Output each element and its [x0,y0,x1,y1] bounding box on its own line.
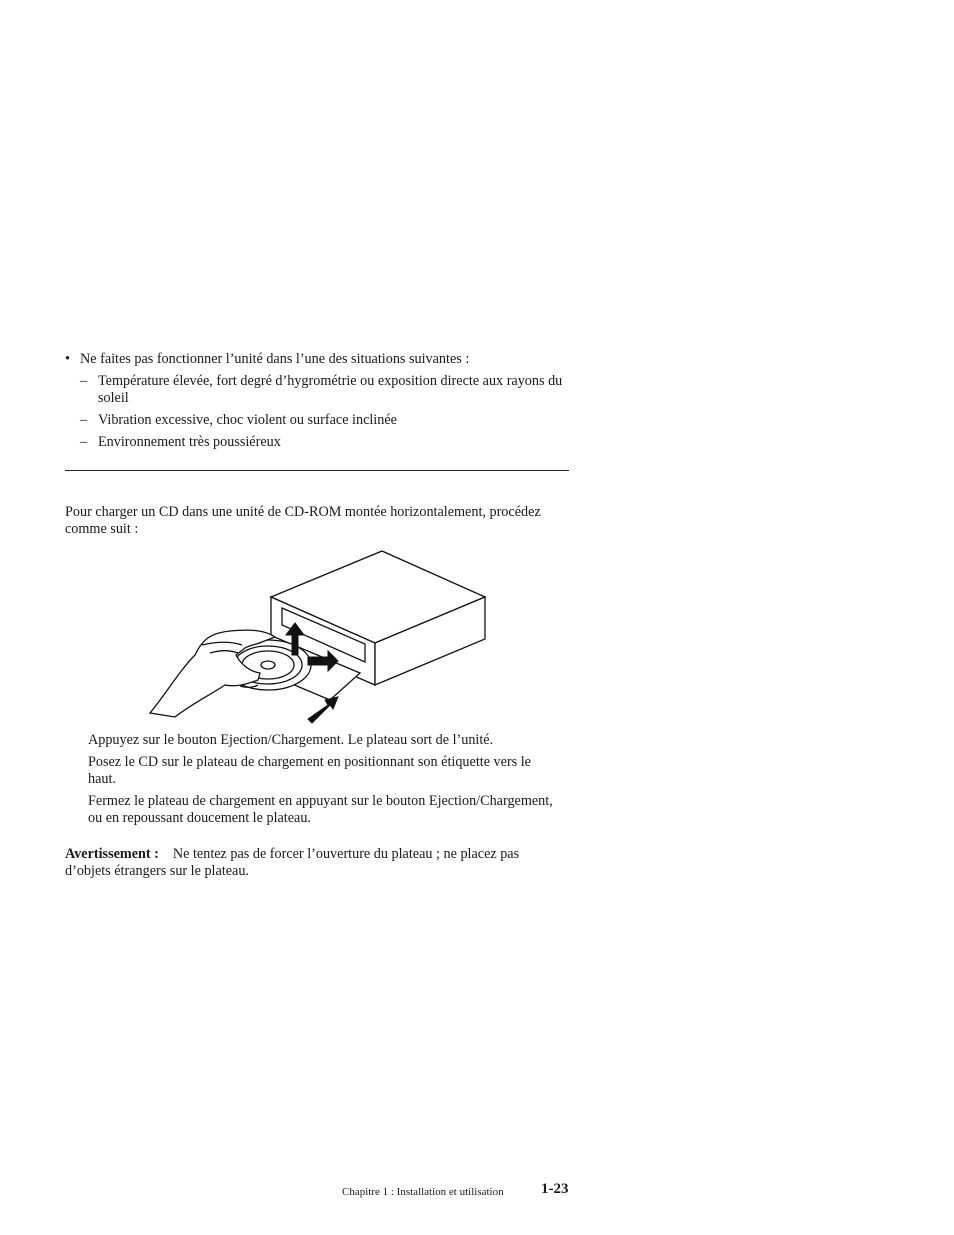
warning-label: Avertissement : [65,846,159,862]
warning-paragraph [65,846,555,880]
intro-paragraph: Pour charger un CD dans une unité de CD-ROM montée horizontalement, procédez comme suit : [65,504,541,537]
sub-item [80,373,570,407]
sub-item-text: Température élevée, fort degré d’hygrométrie ou exposition directe aux rayons du soleil [98,373,563,406]
step-3: Fermez le plateau de chargement en appuyant sur le bouton Ejection/Chargement, ou en repoussant doucement le plateau. [88,793,553,826]
dash-mark: – [80,412,88,428]
step-2: Posez le CD sur le plateau de chargement en positionnant son étiquette vers le haut. [88,754,531,787]
bullet-mark: • [65,351,70,367]
sub-item-text: Vibration excessive, choc violent ou surface inclinée [98,412,397,428]
warning-text: Ne tentez pas de forcer l’ouverture du plateau ; ne placez pas d’objets étrangers sur le plateau. [65,846,520,879]
sub-item-text: Environnement très poussiéreux [98,434,281,450]
step-1: Appuyez sur le bouton Ejection/Chargement. Le plateau sort de l’unité. [88,732,494,748]
page-number: 1-23 [541,1181,569,1197]
sub-item [80,434,570,451]
sub-item [80,412,570,429]
dash-mark: – [80,373,88,389]
bullet-item [65,351,565,368]
horizontal-rule [65,470,569,471]
cd-loading-illustration [140,545,500,725]
dash-mark: – [80,434,88,450]
bullet-text: Ne faites pas fonctionner l’unité dans l’une des situations suivantes : [80,351,470,367]
footer-chapter: Chapitre 1 : Installation et utilisation [342,1186,504,1198]
